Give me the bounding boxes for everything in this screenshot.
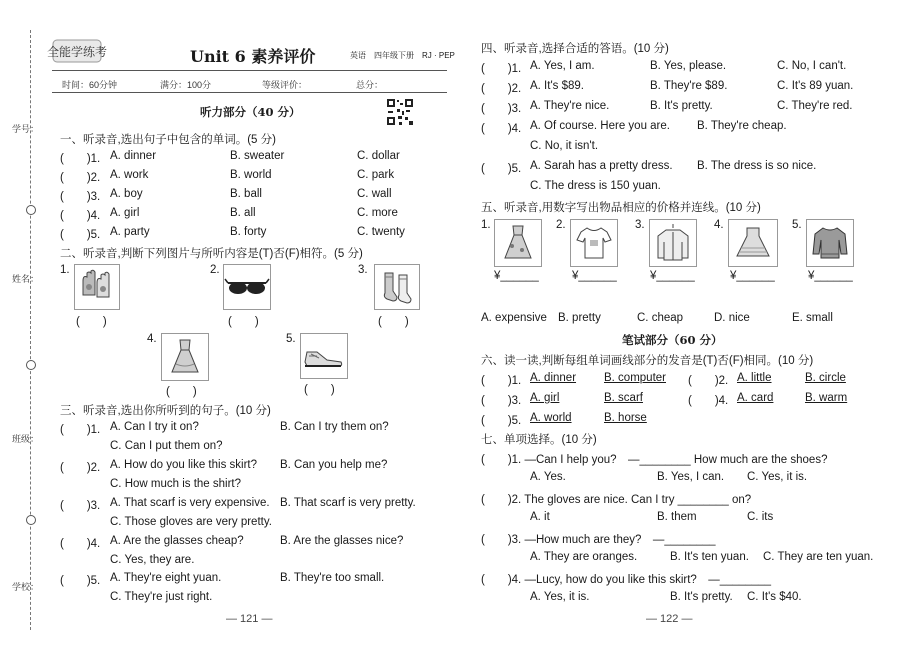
binding-margin (0, 0, 46, 650)
price-blank[interactable]: ¥______ (730, 270, 775, 282)
answer-blank[interactable]: ( )2. (60, 172, 101, 184)
section-5-title: 五、听录音,用数字写出物品相应的价格并连线。(10 分) (481, 202, 761, 214)
option-a: A. They're nice. (530, 100, 610, 112)
option-b: B. forty (230, 226, 267, 238)
answer-blank[interactable]: ( )1. (481, 375, 522, 387)
answer-blank[interactable]: ( )3. (60, 191, 101, 203)
time-info: 时间：60分钟 (62, 80, 118, 90)
grade-info: 等级评价： (262, 80, 308, 90)
answer-blank[interactable]: ( )2. (60, 462, 101, 474)
word-option: D. nice (714, 312, 750, 324)
option-a: A. They are oranges. (530, 551, 638, 563)
option-c: C. How much is the shirt? (110, 478, 242, 490)
dress-icon (161, 333, 209, 381)
skirt-icon (728, 219, 778, 267)
answer-blank[interactable]: ( )3. (60, 500, 101, 512)
item-number: 4. (147, 333, 157, 345)
question: ( )4. —Lucy, how do you like this skirt? —________ (481, 574, 771, 586)
option-c: C. twenty (357, 226, 405, 238)
question: ( )1. —Can I help you? —________ How much are the shoes? (481, 454, 828, 466)
name-label: 姓名： (12, 274, 40, 284)
question: ( )2. The gloves are nice. Can I try ________ on? (481, 494, 752, 506)
option-a: A. It's $89. (530, 80, 584, 92)
word-a: A. girl (530, 392, 560, 404)
tf-blank[interactable]: ( ) (228, 316, 259, 328)
word-b: B. computer (604, 372, 666, 384)
binding-hole (26, 515, 36, 525)
option-c: C. It's $40. (747, 591, 802, 603)
word-a: A. card (737, 392, 774, 404)
price-blank[interactable]: ¥______ (808, 270, 853, 282)
option-b: B. That scarf is very pretty. (280, 497, 416, 509)
school-label: 学校： (12, 582, 40, 592)
option-a: A. Sarah has a pretty dress. (530, 160, 673, 172)
svg-text:全能学练考: 全能学练考 (46, 45, 108, 59)
tf-blank[interactable]: ( ) (166, 386, 197, 398)
option-b: B. Yes, please. (650, 60, 727, 72)
shoes-icon (300, 333, 348, 379)
item-number: 3. (358, 264, 368, 276)
question: ( )3. —How much are they? —________ (481, 534, 716, 546)
word-b: B. horse (604, 412, 647, 424)
section-7-title: 七、单项选择。(10 分) (481, 434, 597, 446)
option-a: A. Yes. (530, 471, 566, 483)
option-a: A. How do you like this skirt? (110, 459, 258, 471)
word-option: B. pretty (558, 312, 601, 324)
option-c: C. No, I can't. (777, 60, 847, 72)
option-a: A. work (110, 169, 149, 181)
word-option: C. cheap (637, 312, 684, 324)
book-meta: 英语 四年级下册 RJ · PEP (350, 51, 455, 60)
option-b: B. Yes, I can. (657, 471, 725, 483)
section-1-title: 一、听录音,选出句子中包含的单词。(5 分) (60, 134, 276, 146)
section-4-title: 四、听录音,选择合适的答语。(10 分) (481, 43, 669, 55)
option-b: B. It's pretty. (670, 591, 733, 603)
option-a: A. They're eight yuan. (110, 572, 222, 584)
page-number-right: — 122 — (646, 613, 693, 625)
answer-blank[interactable]: ( )4. (60, 538, 101, 550)
option-b: B. all (230, 207, 256, 219)
option-a: A. Are the glasses cheap? (110, 535, 244, 547)
option-c: C. No, it isn't. (530, 140, 599, 152)
option-c: C. They are ten yuan. (763, 551, 874, 563)
option-a: A. party (110, 226, 150, 238)
answer-blank[interactable]: ( )5. (481, 163, 522, 175)
answer-blank[interactable]: ( )1. (60, 424, 101, 436)
answer-blank[interactable]: ( )2. (688, 375, 729, 387)
option-b: B. world (230, 169, 272, 181)
answer-blank[interactable]: ( )1. (60, 153, 101, 165)
option-a: A. Can I try it on? (110, 421, 199, 433)
option-b: B. Are the glasses nice? (280, 535, 404, 547)
answer-blank[interactable]: ( )4. (60, 210, 101, 222)
tf-blank[interactable]: ( ) (378, 316, 409, 328)
price-blank[interactable]: ¥______ (572, 270, 617, 282)
answer-blank[interactable]: ( )4. (481, 123, 522, 135)
option-c: C. more (357, 207, 398, 219)
item-number: 3. (635, 219, 645, 231)
sweater-icon (806, 219, 854, 267)
answer-blank[interactable]: ( )1. (481, 63, 522, 75)
item-number: 1. (481, 219, 491, 231)
option-c: C. Yes, they are. (110, 554, 195, 566)
answer-blank[interactable]: ( )5. (60, 229, 101, 241)
option-c: C. The dress is 150 yuan. (530, 180, 661, 192)
item-number: 1. (60, 264, 70, 276)
option-b: B. It's ten yuan. (670, 551, 749, 563)
writing-heading: 笔试部分（60 分） (622, 333, 723, 347)
option-b: B. them (657, 511, 697, 523)
option-b: B. They're too small. (280, 572, 385, 584)
unit-title: Unit 6 素养评价 (190, 47, 316, 66)
qr-code-icon[interactable] (386, 98, 414, 126)
student-number-label: 学号： (12, 124, 40, 134)
price-blank[interactable]: ¥______ (494, 270, 539, 282)
section-6-title: 六、读一读,判断每组单词画线部分的发音是(T)否(F)相同。(10 分) (481, 355, 814, 367)
option-a: A. Yes, it is. (530, 591, 590, 603)
binding-hole (26, 205, 36, 215)
socks-icon (374, 264, 420, 310)
option-a: A. Of course. Here you are. (530, 120, 670, 132)
option-b: B. ball (230, 188, 262, 200)
section-2-title: 二、听录音,判断下列图片与所听内容是(T)否(F)相符。(5 分) (60, 248, 363, 260)
tf-blank[interactable]: ( ) (76, 316, 107, 328)
word-b: B. circle (805, 372, 846, 384)
header-rule (52, 70, 447, 71)
option-b: B. The dress is so nice. (697, 160, 817, 172)
word-b: B. warm (805, 392, 848, 404)
item-number: 5. (286, 333, 296, 345)
score-info: 满分：100分 (160, 80, 212, 90)
item-number: 4. (714, 219, 724, 231)
option-b: B. It's pretty. (650, 100, 713, 112)
cut-line (30, 30, 31, 630)
word-option: A. expensive (481, 312, 547, 324)
gloves-icon (74, 264, 120, 310)
option-a: A. it (530, 511, 550, 523)
dress-icon (494, 219, 542, 267)
total-info: 总分： (356, 80, 384, 90)
listening-heading: 听力部分（40 分） (200, 105, 301, 119)
item-number: 5. (792, 219, 802, 231)
answer-blank[interactable]: ( )4. (688, 395, 729, 407)
class-label: 班级： (12, 434, 40, 444)
word-a: A. dinner (530, 372, 577, 384)
sunglasses-icon (223, 264, 271, 310)
option-c: C. It's 89 yuan. (777, 80, 854, 92)
option-c: C. Yes, it is. (747, 471, 808, 483)
option-c: C. dollar (357, 150, 400, 162)
info-rule (52, 92, 447, 93)
option-a: A. dinner (110, 150, 157, 162)
option-a: A. That scarf is very expensive. (110, 497, 270, 509)
answer-blank[interactable]: ( )5. (60, 575, 101, 587)
tf-blank[interactable]: ( ) (304, 384, 335, 396)
tshirt-icon (570, 219, 618, 267)
item-number: 2. (556, 219, 566, 231)
option-c: C. They're red. (777, 100, 853, 112)
word-a: A. world (530, 412, 572, 424)
option-a: A. girl (110, 207, 140, 219)
option-a: A. boy (110, 188, 143, 200)
option-c: C. its (747, 511, 774, 523)
option-c: C. park (357, 169, 395, 181)
word-b: B. scarf (604, 392, 643, 404)
option-c: C. They're just right. (110, 591, 213, 603)
binding-hole (26, 360, 36, 370)
option-b: B. sweater (230, 150, 285, 162)
answer-blank[interactable]: ( )5. (481, 415, 522, 427)
page-number-left: — 121 — (226, 613, 273, 625)
option-c: C. wall (357, 188, 392, 200)
option-b: B. They're cheap. (697, 120, 787, 132)
jacket-icon (649, 219, 697, 267)
option-b: B. Can I try them on? (280, 421, 389, 433)
section-3-title: 三、听录音,选出你所听到的句子。(10 分) (60, 405, 271, 417)
word-option: E. small (792, 312, 833, 324)
answer-blank[interactable]: ( )3. (481, 103, 522, 115)
answer-blank[interactable]: ( )3. (481, 395, 522, 407)
price-blank[interactable]: ¥______ (650, 270, 695, 282)
option-b: B. Can you help me? (280, 459, 388, 471)
option-b: B. They're $89. (650, 80, 728, 92)
word-a: A. little (737, 372, 772, 384)
option-c: C. Can I put them on? (110, 440, 223, 452)
brand-logo (46, 38, 108, 64)
answer-blank[interactable]: ( )2. (481, 83, 522, 95)
option-a: A. Yes, I am. (530, 60, 595, 72)
option-c: C. Those gloves are very pretty. (110, 516, 272, 528)
item-number: 2. (210, 264, 220, 276)
